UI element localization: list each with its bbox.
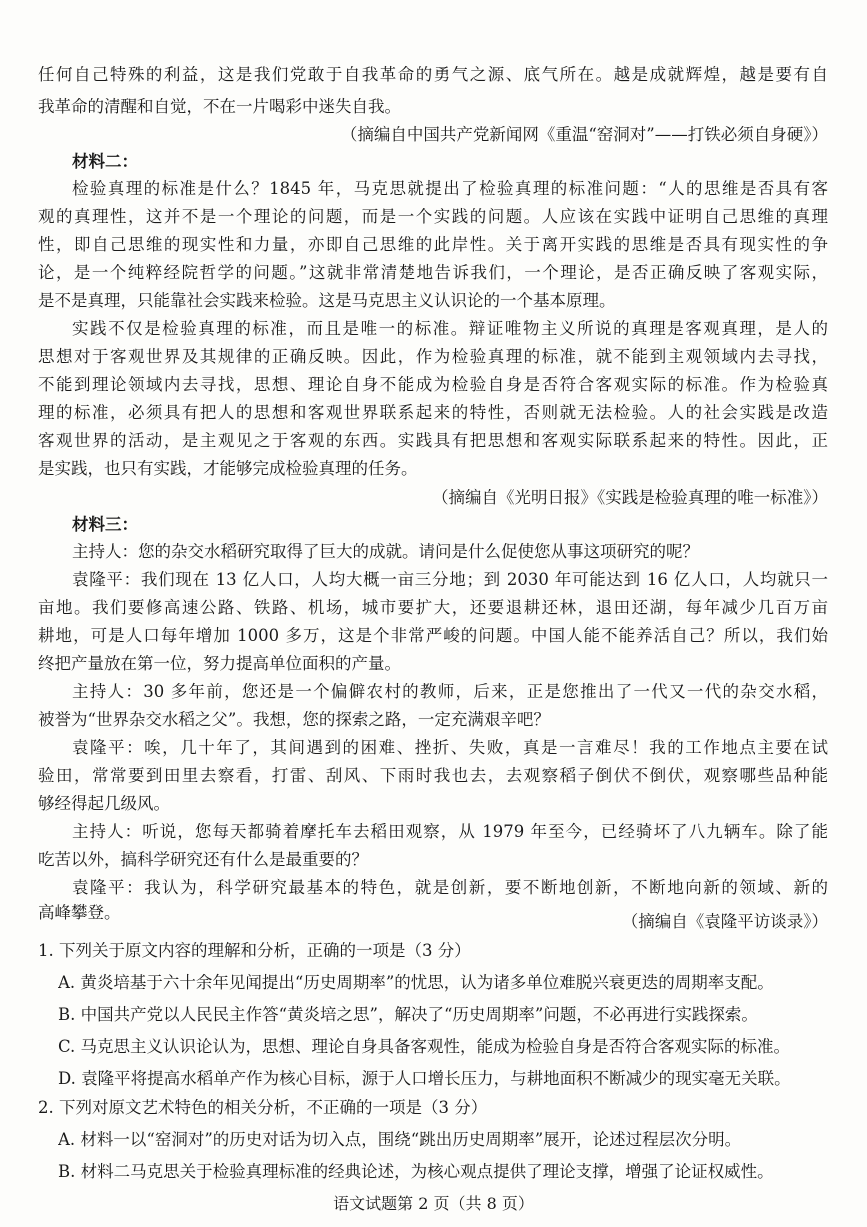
material2-line: 是实践，也只有实践，才能够完成检验真理的任务。 <box>38 459 418 478</box>
material2-line: 客观世界的活动，是主观见之于客观的东西。实践具有把思想和客观实际联系起来的特性。因此，正 <box>38 431 828 450</box>
material2-line: 性，即自己思维的现实性和力量，亦即自己思维的此岸性。关于离开实践的思维是否具有现实性的争 <box>38 235 828 254</box>
interview-yuan: 耕地，可是人口每年增加 1000 多万，这是个非常严峻的问题。中国人能不能养活自己？所以，我们始 <box>38 626 828 645</box>
question-2-option-b: B. 材料二马克思关于检验真理标准的经典论述，为核心观点提供了理论支撑，增强了论证权威性。 <box>58 1162 774 1181</box>
interview-yuan: 袁隆平：我认为，科学研究最基本的特色，就是创新，要不断地创新，不断地向新的领域、新的 <box>72 878 828 897</box>
material2-line: 检验真理的标准是什么？1845 年，马克思就提出了检验真理的标准问题：“人的思维是否具有客 <box>72 179 828 198</box>
question-1-stem: 1. 下列关于原文内容的理解和分析，正确的一项是（3 分） <box>38 941 471 960</box>
question-1-option-a: A. 黄炎培基于六十余年见闻提出“历史周期率”的忧思，认为诸多单位难脱兴衰更迭的周期率支配。 <box>58 973 774 992</box>
interview-yuan: 袁隆平：我们现在 13 亿人口，人均大概一亩三分地；到 2030 年可能达到 16 亿人口，人均就只一 <box>72 570 828 589</box>
question-2-stem: 2. 下列对原文艺术特色的相关分析，不正确的一项是（3 分） <box>38 1098 488 1117</box>
material2-line: 实践不仅是检验真理的标准，而且是唯一的标准。辩证唯物主义所说的真理是客观真理，是人的 <box>72 319 828 338</box>
material2-line: 思想对于客观世界及其规律的正确反映。因此，作为检验真理的标准，就不能到主观领域内去寻找， <box>38 347 828 366</box>
interview-yuan: 够经得起几级风。 <box>38 794 170 813</box>
question-2-option-a: A. 材料一以“窑洞对”的历史对话为切入点，围绕“跳出历史周期率”展开，论述过程层次分明。 <box>58 1130 742 1149</box>
material2-title: 材料二： <box>72 152 138 171</box>
interview-host: 主持人：您的杂交水稻研究取得了巨大的成就。请问是什么促使您从事这项研究的呢？ <box>72 542 699 561</box>
material3-title: 材料三： <box>72 515 138 534</box>
interview-host: 被誉为“世界杂交水稻之父”。我想，您的探索之路，一定充满艰辛吧？ <box>38 710 550 729</box>
interview-yuan: 袁隆平：唉，几十年了，其间遇到的困难、挫折、失败，真是一言难尽！我的工作地点主要在试 <box>72 738 828 757</box>
interview-host: 主持人：30 多年前，您还是一个偏僻农村的教师，后来，正是您推出了一代又一代的杂交水稻， <box>72 682 828 701</box>
material2-line: 是不是真理，只能靠社会实践来检验。这是马克思主义认识论的一个基本原理。 <box>38 291 616 310</box>
interview-yuan: 验田，常常要到田里去察看，打雷、刮风、下雨时我也去，去观察稻子倒伏不倒伏，观察哪些品种能 <box>38 766 828 785</box>
material1-line: 任何自己特殊的利益，这是我们党敢于自我革命的勇气之源、底气所在。越是成就辉煌，越是要有自 <box>38 65 828 84</box>
material2-line: 论，是一个纯粹经院哲学的问题。”这就非常清楚地告诉我们，一个理论，是否正确反映了客观实际， <box>38 263 828 282</box>
interview-host: 主持人：听说，您每天都骑着摩托车去稻田观察，从 1979 年至今，已经骑坏了八九辆车。除了能 <box>72 822 828 841</box>
interview-yuan: 终把产量放在第一位，努力提高单位面积的产量。 <box>38 654 401 673</box>
page-footer: 语文试题第 2 页（共 8 页） <box>333 1194 534 1213</box>
source-note-1: （摘编自中国共产党新闻网《重温“窑洞对”——打铁必须自身硬》） <box>340 125 828 144</box>
material2-line: 理的标准，必须具有把人的思想和客观世界联系起来的特性，否则就无法检验。人的社会实践是改造 <box>38 403 828 422</box>
question-1-option-d: D. 袁隆平将提高水稻单产作为核心目标，源于人口增长压力，与耕地面积不断减少的现实毫无关联。 <box>58 1069 791 1088</box>
material2-line: 不能到理论领域内去寻找，思想、理论自身不能成为检验自身是否符合客观实际的标准。作为检验真 <box>38 375 828 394</box>
interview-yuan: 亩地。我们要修高速公路、铁路、机场，城市要扩大，还要退耕还林，退田还湖，每年减少几百万亩 <box>38 598 828 617</box>
question-1-option-c: C. 马克思主义认识论认为，思想、理论自身具备客观性，能成为检验自身是否符合客观实际的标准。 <box>58 1037 791 1056</box>
interview-host: 吃苦以外，搞科学研究还有什么是最重要的？ <box>38 850 368 869</box>
source-note-2: （摘编自《光明日报》《实践是检验真理的唯一标准》） <box>432 488 828 507</box>
source-note-3: （摘编自《袁隆平访谈录》） <box>621 912 828 931</box>
interview-yuan: 高峰攀登。 <box>38 903 121 922</box>
question-1-option-b: B. 中国共产党以人民民主作答“黄炎培之思”，解决了“历史周期率”问题，不必再进行实践探索。 <box>58 1005 758 1024</box>
material1-line: 我革命的清醒和自觉，不在一片喝彩中迷失自我。 <box>38 97 401 116</box>
material2-line: 观的真理性，这并不是一个理论的问题，而是一个实践的问题。人应该在实践中证明自己思维的真理 <box>38 207 828 226</box>
